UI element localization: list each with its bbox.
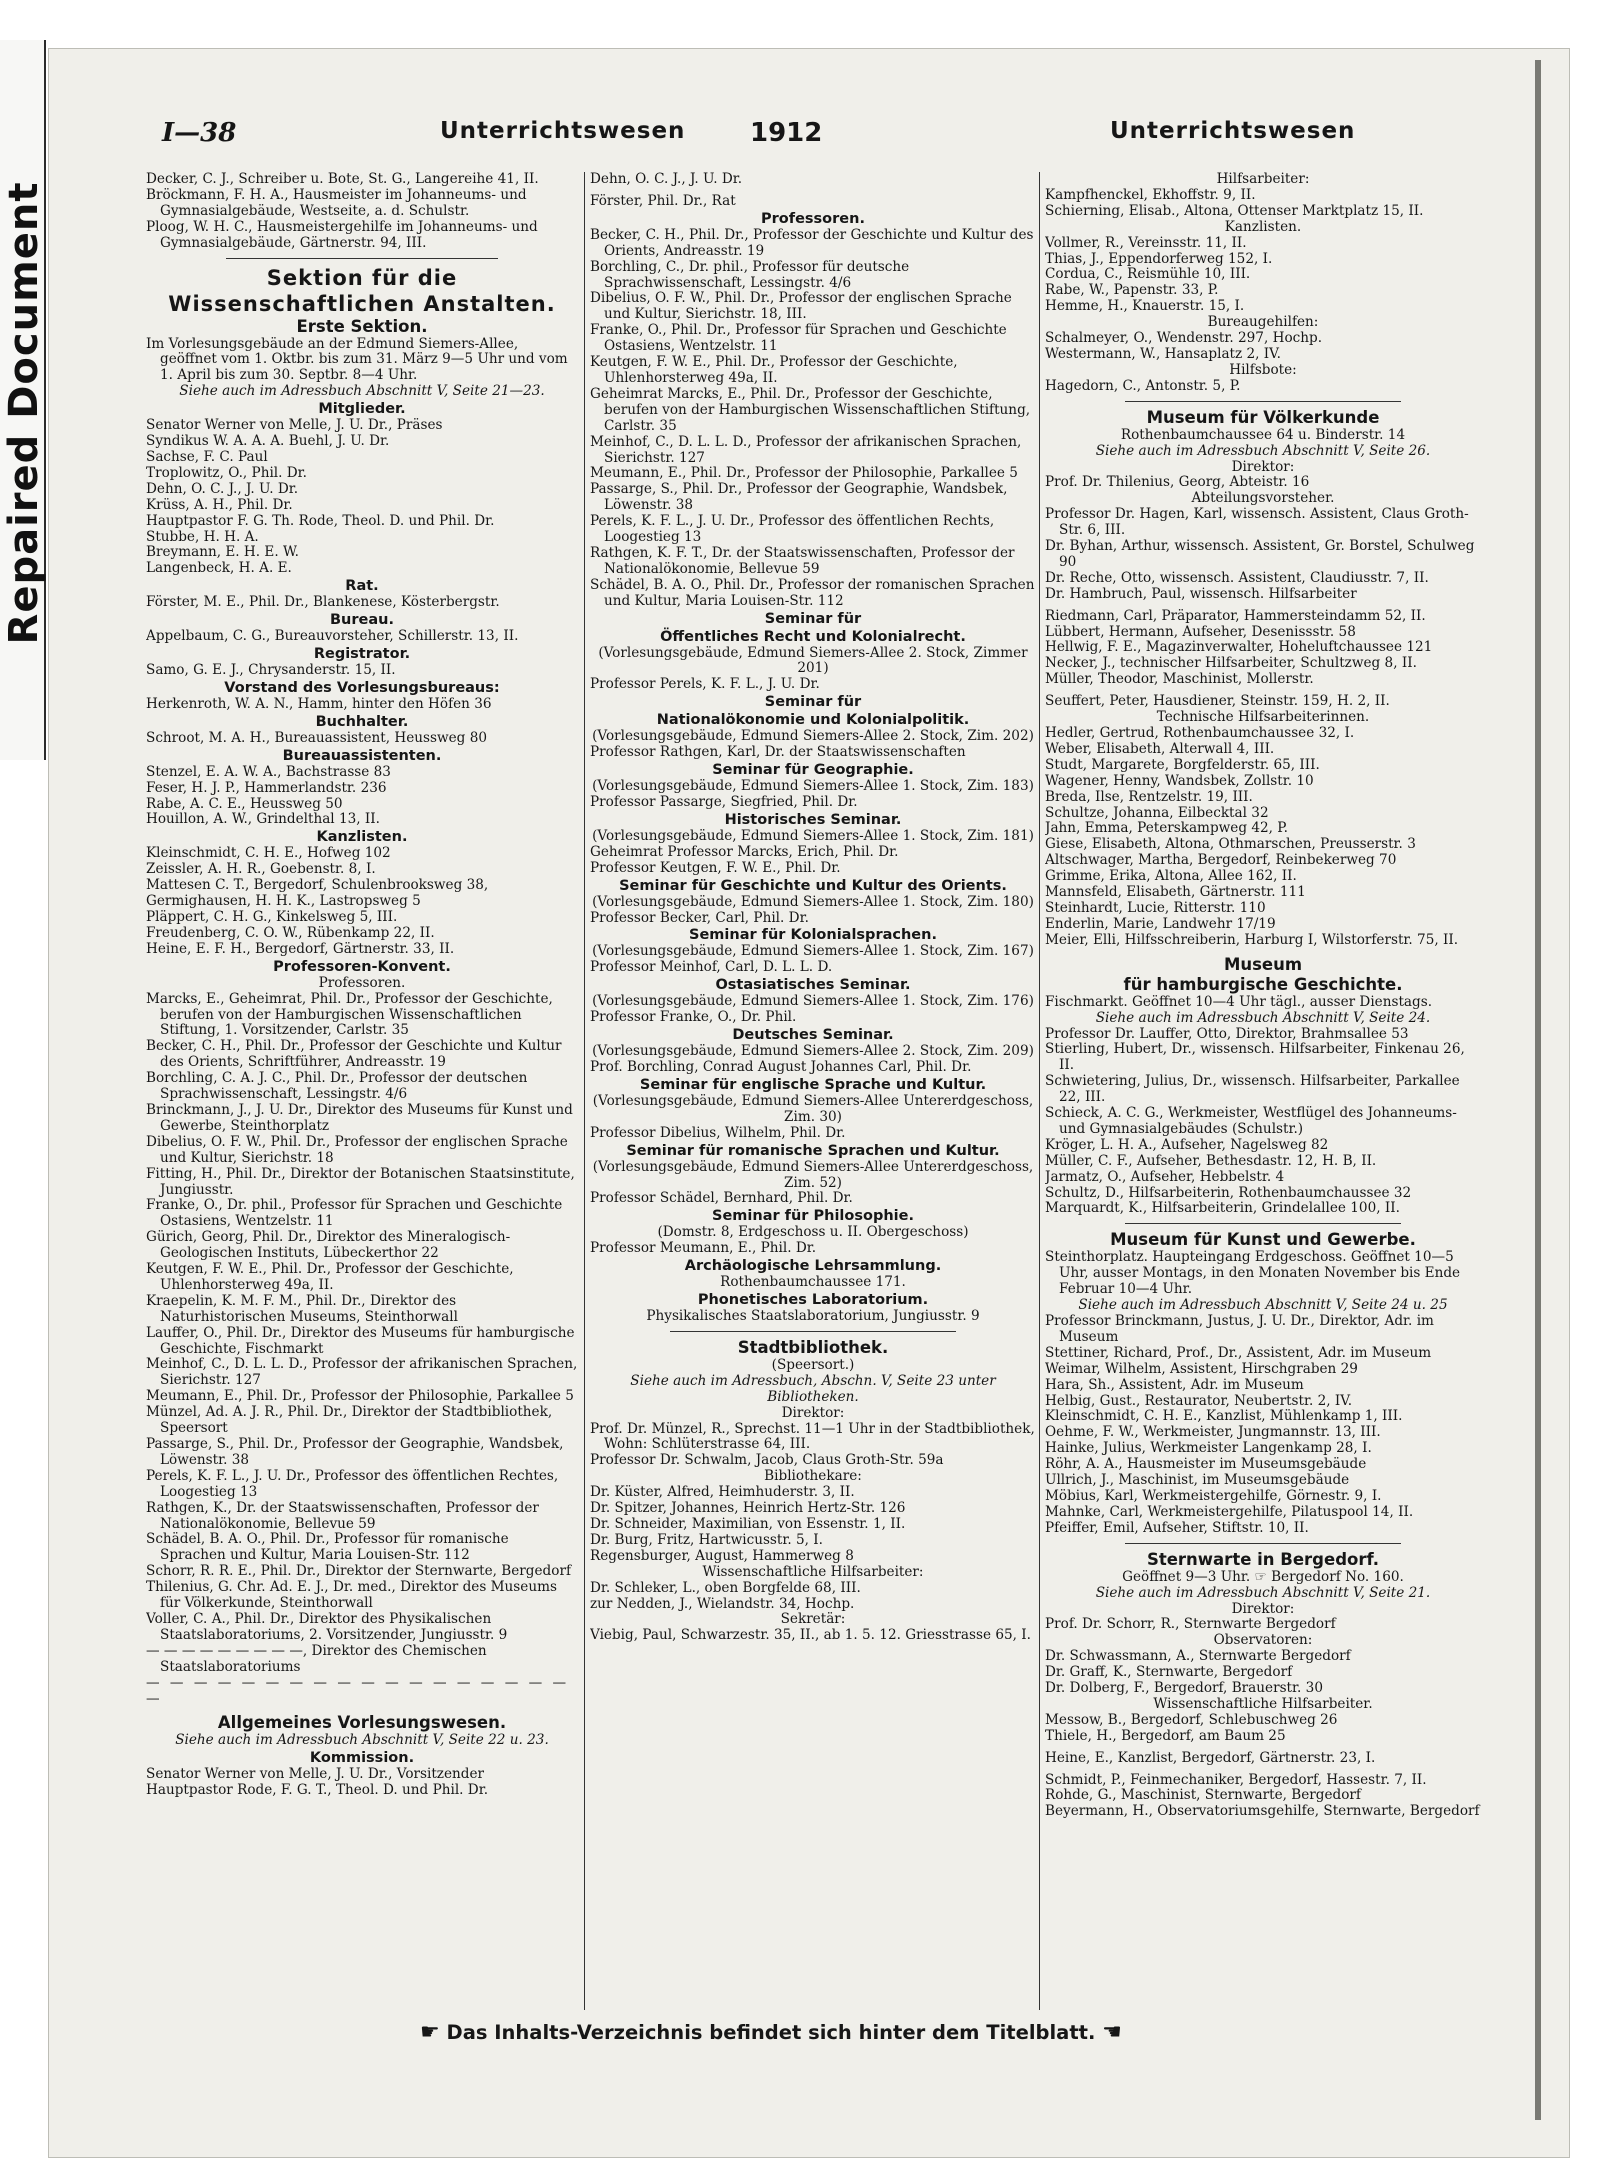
entry-line: Kleinschmidt, C. H. E., Kanzlist, Mühlenkamp 1, III. (1045, 1408, 1403, 1425)
entry-line: Breda, Ilse, Rentzelstr. 19, III. (1045, 788, 1253, 805)
entry-line: Troplowitz, O., Phil. Dr. (146, 464, 308, 481)
entry-line: Rathgen, K., Dr. der Staatswissenschaften, Professor der Nationalökonomie, Bellevue 59 (146, 1499, 539, 1532)
entry-line: Rabe, W., Papenstr. 33, P. (1045, 282, 1219, 299)
entry-line: Dr. Reche, Otto, wissensch. Assistent, Claudiusstr. 7, II. (1045, 569, 1429, 586)
entry-line: Bröckmann, F. H. A., Hausmeister im Johanneums- und Gymnasialgebäude, Westseite, a. d. Schulstr. (146, 186, 527, 219)
entry-line: Seuffert, Peter, Hausdiener, Steinstr. 159, H. 2, II. (1045, 693, 1390, 710)
entry-line: Kröger, L. H. A., Aufseher, Nagelsweg 82 (1045, 1136, 1329, 1153)
entry-line: Mannsfeld, Elisabeth, Gärtnerstr. 111 (1045, 884, 1306, 901)
entry-line: Schorr, R. R. E., Phil. Dr., Direktor der Sternwarte, Bergedorf (146, 1563, 571, 1580)
entry-line: Müller, C. F., Aufseher, Bethesdastr. 12, H. B, II. (1045, 1152, 1377, 1169)
section-rule (1125, 1223, 1401, 1224)
text-column-middle (590, 172, 1036, 2032)
entry-line: Beyermann, H., Observatoriumsgehilfe, Sternwarte, Bergedorf (1045, 1803, 1480, 1820)
footer-note (420, 2020, 1320, 2045)
institution-heading: Allgemeines Vorlesungswesen. (217, 1713, 507, 1733)
subsection-heading: Seminar für Geographie. (712, 762, 914, 779)
institution-heading: für hamburgische Geschichte. (1123, 974, 1403, 994)
section-heading: Sektion für die (266, 265, 458, 290)
entry-line: Perels, K. F. L., J. U. Dr., Professor des öffentlichen Rechtes, Loogestieg 13 (146, 1467, 559, 1500)
entry-line: Passarge, S., Phil. Dr., Professor der Geographie, Wandsbek, Löwenstr. 38 (590, 481, 1008, 514)
entry-line: Herkenroth, W. A. N., Hamm, hinter den Höfen 36 (146, 695, 492, 712)
entry-line: Professor Keutgen, F. W. E., Phil. Dr. (590, 859, 841, 876)
subheading: (Vorlesungsgebäude, Edmund Siemers-Allee 1. Stock, Zim. 181) (592, 827, 1034, 844)
entry-line: Cordua, C., Reismühle 10, III. (1045, 266, 1251, 283)
subsection-heading: Nationalökonomie und Kolonialpolitik. (656, 712, 970, 729)
entry-line: Dr. Schwassmann, A., Sternwarte Bergedorf (1045, 1648, 1351, 1665)
column-divider (1039, 172, 1040, 2010)
subsection-heading: Rat. (345, 578, 379, 595)
entry-line: Stenzel, E. A. W. A., Bachstrasse 83 (146, 763, 391, 780)
subsection-heading: Deutsches Seminar. (732, 1027, 894, 1044)
entry-line: Schultze, Johanna, Eilbecktal 32 (1045, 804, 1269, 821)
subheading: Hilfsbote: (1229, 361, 1297, 378)
reference-note: Siehe auch im Adressbuch Abschnitt V, Seite 22 u. 23. (175, 1732, 549, 1749)
institution-heading: Sternwarte in Bergedorf. (1146, 1549, 1380, 1569)
subsection-heading: Professoren. (761, 210, 865, 227)
entry-line: Meumann, E., Phil. Dr., Professor der Philosophie, Parkallee 5 (590, 465, 1018, 482)
subheading: Direktor: (1231, 1600, 1295, 1617)
entry-line: Germighausen, H. H. K., Lastropsweg 5 (146, 893, 421, 910)
entry-line: Schierning, Elisab., Altona, Ottenser Marktplatz 15, II. (1045, 202, 1424, 219)
subsection-heading: Öffentliches Recht und Kolonialrecht. (660, 628, 966, 645)
entry-line: Stubbe, H. H. A. (146, 528, 259, 545)
entry-line: Geheimrat Marcks, E., Phil. Dr., Professor der Geschichte, berufen von der Hamburgischen Wissenschaftlichen Stiftung, Carlstr. 35 (590, 385, 1031, 434)
entry-line: Prof. Dr. Münzel, R., Sprechst. 11—1 Uhr in der Stadtbibliothek, Wohn: Schlüterstrasse 64, III. (590, 1420, 1035, 1453)
entry-line: Meumann, E., Phil. Dr., Professor der Philosophie, Parkallee 5 (146, 1388, 574, 1405)
entry-line: Förster, M. E., Phil. Dr., Blankenese, Kösterbergstr. (146, 594, 500, 611)
subheading: Professoren. (318, 974, 406, 991)
entry-line: Dr. Dolberg, F., Bergedorf, Brauerstr. 30 (1045, 1680, 1323, 1697)
entry-line: Dr. Spitzer, Johannes, Heinrich Hertz-Str. 126 (590, 1500, 906, 1517)
entry-line: Müller, Theodor, Maschinist, Mollerstr. (1045, 671, 1314, 688)
entry-line: Mahnke, Carl, Werkmeistergehilfe, Pilatuspool 14, II. (1045, 1503, 1414, 1520)
subheading: Bureaugehilfen: (1207, 314, 1319, 331)
entry-line: Senator Werner von Melle, J. U. Dr., Vorsitzender (146, 1766, 484, 1783)
entry-line: Dr. Byhan, Arthur, wissensch. Assistent, Gr. Borstel, Schulweg 90 (1045, 538, 1475, 570)
entry-line: Freudenberg, C. O. W., Rübenkamp 22, II. (146, 924, 435, 941)
entry-line: Riedmann, Carl, Präparator, Hammersteindamm 52, II. (1045, 607, 1426, 624)
entry-line: Brinckmann, J., J. U. Dr., Direktor des Museums für Kunst und Gewerbe, Steinthorplatz (146, 1101, 573, 1134)
section-rule (670, 1331, 956, 1332)
subheading: Observatoren: (1213, 1632, 1313, 1649)
entry-line: Thilenius, G. Chr. Ad. E. J., Dr. med., Direktor des Museums für Völkerkunde, Steinthorwall (146, 1579, 557, 1612)
entry-line: Professor Passarge, Siegfried, Phil. Dr. (590, 794, 858, 810)
year: 1912 (750, 118, 823, 148)
entry-line: Franke, O., Dr. phil., Professor für Sprachen und Geschichte Ostasiens, Wentzelstr. 11 (146, 1197, 563, 1230)
entry-line: Meinhof, C., D. L. L. D., Professor der afrikanischen Sprachen, Sierichstr. 127 (590, 433, 1022, 466)
entry-line: Schädel, B. A. O., Phil. Dr., Professor der romanischen Sprachen und Kultur, Maria Louisen-Str. 112 (590, 576, 1035, 609)
side-label-text: Repaired Document (1, 181, 47, 645)
entry-line: Grimme, Erika, Altona, Allee 162, II. (1045, 868, 1297, 885)
entry-line: Schultz, D., Hilfsarbeiterin, Rothenbaumchaussee 32 (1045, 1184, 1412, 1201)
entry-line: Schroot, M. A. H., Bureauassistent, Heussweg 80 (146, 729, 487, 746)
subsection-heading: Seminar für Kolonialsprachen. (689, 927, 937, 944)
subsection-heading: Buchhalter. (315, 713, 409, 730)
entry-line: Dr. Burg, Fritz, Hartwicusstr. 5, I. (590, 1531, 823, 1548)
entry-line: Professor Schädel, Bernhard, Phil. Dr. (590, 1190, 853, 1207)
entry-line: Dr. Graff, K., Sternwarte, Bergedorf (1045, 1664, 1293, 1681)
entry-line: Professor Franke, O., Dr. Phil. (590, 1009, 797, 1026)
entry-line: Meinhof, C., D. L. L. D., Professor der afrikanischen Sprachen, Sierichstr. 127 (146, 1356, 578, 1389)
entry-line: Thias, J., Eppendorferweg 152, I. (1045, 250, 1273, 267)
entry-line: Heine, E. F. H., Bergedorf, Gärtnerstr. 33, II. (146, 940, 455, 957)
entry-line: Decker, C. J., Schreiber u. Bote, St. G., Langereihe 41, II. (146, 172, 539, 187)
entry-line: Heine, E., Kanzlist, Bergedorf, Gärtnerstr. 23, I. (1045, 1749, 1376, 1766)
entry-line: Schieck, A. C. G., Werkmeister, Westflügel des Johanneums- und Gymnasialgebäudes (Schulstr.) (1045, 1105, 1457, 1137)
entry-line: Stettiner, Richard, Prof., Dr., Assistent, Adr. im Museum (1045, 1344, 1432, 1361)
entry-line: Professor Perels, K. F. L., J. U. Dr. (590, 676, 820, 693)
subheading: Geöffnet 9—3 Uhr. ☞ Bergedorf No. 160. (1122, 1568, 1404, 1585)
entry-line: Schädel, B. A. O., Phil. Dr., Professor für romanische Sprachen und Kultur, Maria Louisen-Str. 112 (146, 1531, 509, 1564)
entry-line: Giese, Elisabeth, Altona, Othmarschen, Preusserstr. 3 (1045, 836, 1416, 853)
institution-heading: Museum für Völkerkunde (1146, 407, 1380, 427)
entry-line: Rohde, G., Maschinist, Sternwarte, Bergedorf (1045, 1787, 1361, 1804)
entry-line: Hellwig, F. E., Magazinverwalter, Hoheluftchaussee 121 (1045, 639, 1433, 656)
page-number: I—38 (162, 118, 237, 148)
entry-line: Pläppert, C. H. G., Kinkelsweg 5, III. (146, 909, 398, 925)
entry-line: Möbius, Karl, Werkmeistergehilfe, Görnestr. 9, I. (1045, 1487, 1382, 1504)
entry-line: Meier, Elli, Hilfsschreiberin, Harburg I, Wilstorferstr. 75, II. (1045, 931, 1459, 948)
entry-line: Dibelius, O. F. W., Phil. Dr., Professor der englischen Sprache und Kultur, Sierichstr. 18 (146, 1133, 568, 1166)
entry-line: Hagedorn, C., Antonstr. 5, P. (1045, 377, 1241, 394)
entry-line: Keutgen, F. W. E., Phil. Dr., Professor der Geschichte, Uhlenhorsterweg 49a, II. (146, 1261, 514, 1293)
subsection-heading: Kommission. (309, 1750, 415, 1767)
column-divider (584, 172, 585, 2010)
entry-line: Hedler, Gertrud, Rothenbaumchaussee 32, I. (1045, 725, 1355, 741)
entry-line: Steinthorplatz. Haupteingang Erdgeschoss. Geöffnet 10—5 Uhr, ausser Montags, in den Monaten November bis Ende Februar 10—4 Uhr. (1045, 1249, 1461, 1298)
subheading: (Vorlesungsgebäude, Edmund Siemers-Allee 1. Stock, Zim. 180) (592, 893, 1034, 910)
entry-line: Rathgen, K. F. T., Dr. der Staatswissenschaften, Professor der Nationalökonomie, Bellevue 59 (590, 544, 1015, 577)
entry-line: Schmidt, P., Feinmechaniker, Bergedorf, Hassestr. 7, II. (1045, 1771, 1427, 1788)
entry-line: Münzel, Ad. A. J. R., Phil. Dr., Direktor der Stadtbibliothek, Speersort (146, 1404, 553, 1437)
entry-line: Gürich, Georg, Phil. Dr., Direktor des Mineralogisch-Geologischen Instituts, Lübeckerthor 22 (146, 1229, 511, 1262)
entry-line: Schwietering, Julius, Dr., wissensch. Hilfsarbeiter, Parkallee 22, III. (1045, 1073, 1460, 1106)
entry-line: Weber, Elisabeth, Alterwall 4, III. (1045, 740, 1275, 757)
entry-line: zur Nedden, J., Wielandstr. 34, Hochp. (590, 1595, 855, 1612)
subheading: Bibliothekare: (764, 1468, 862, 1485)
subheading: Physikalisches Staatslaboratorium, Jungiusstr. 9 (646, 1308, 980, 1325)
entry-line: Studt, Margarete, Borgfelderstr. 65, III. (1045, 756, 1320, 773)
entry-line: Syndikus W. A. A. A. Buehl, J. U. Dr. (146, 433, 390, 450)
entry-line: Mattesen C. T., Bergedorf, Schulenbrooksweg 38, (146, 877, 489, 894)
entry-line: Borchling, C., Dr. phil., Professor für deutsche Sprachwissenschaft, Lessingstr. 4/6 (590, 258, 910, 291)
entry-line: Feser, H. J. P., Hammerlandstr. 236 (146, 779, 387, 796)
entry-line: Hauptpastor Rode, F. G. T., Theol. D. und Phil. Dr. (146, 1782, 489, 1799)
subheading: Technische Hilfsarbeiterinnen. (1156, 709, 1370, 726)
subheading: Hilfsarbeiter: (1216, 172, 1310, 187)
entry-line: Borchling, C. A. J. C., Phil. Dr., Professor der deutschen Sprachwissenschaft, Lessingstr. 4/6 (146, 1070, 528, 1103)
subsection-heading: Seminar für Geschichte und Kultur des Orients. (619, 877, 1007, 894)
subsection-heading: Seminar für englische Sprache und Kultur. (639, 1076, 987, 1093)
entry-line: Altschwager, Martha, Bergedorf, Reinbekerweg 70 (1045, 852, 1397, 869)
entry-line: Hemme, H., Knauerstr. 15, I. (1045, 298, 1245, 315)
reference-note: Siehe auch im Adressbuch Abschnitt V, Seite 21. (1095, 1584, 1431, 1601)
dash-line: — — — — — — — — — — — — — — — — — — — (146, 1674, 570, 1707)
entry-line: Professor Brinckmann, Justus, J. U. Dr., Direktor, Adr. im Museum (1045, 1313, 1434, 1345)
entry-line: Messow, B., Bergedorf, Schlebuschweg 26 (1045, 1711, 1338, 1728)
subsection-heading: Bureau. (330, 612, 394, 629)
entry-line: Breymann, E. H. E. W. (146, 544, 299, 561)
entry-line: Professor Dibelius, Wilhelm, Phil. Dr. (590, 1124, 846, 1141)
entry-line: Dr. Schleker, L., oben Borgfelde 68, III. (590, 1579, 861, 1596)
subheading: Rothenbaumchaussee 64 u. Binderstr. 14 (1120, 426, 1406, 443)
subheading: (Vorlesungsgebäude, Edmund Siemers-Allee 1. Stock, Zim. 176) (592, 993, 1034, 1010)
entry-line: Prof. Dr. Thilenius, Georg, Abteistr. 16 (1045, 474, 1310, 491)
entry-line: Steinhardt, Lucie, Ritterstr. 110 (1045, 899, 1266, 916)
entry-line: Viebig, Paul, Schwarzestr. 35, II., ab 1. 5. 12. Griesstrasse 65, I. (590, 1627, 1031, 1644)
entry-line: Dibelius, O. F. W., Phil. Dr., Professor der englischen Sprache und Kultur, Sierichstr. 18, III. (590, 290, 1012, 323)
entry-line: Professor Dr. Lauffer, Otto, Direktor, Brahmsallee 53 (1045, 1025, 1409, 1042)
entry-line: Helbig, Gust., Restaurator, Neubertstr. 2, IV. (1045, 1392, 1353, 1409)
subheading: Kanzlisten. (1224, 218, 1302, 235)
subsection-heading: Vorstand des Vorlesungsbureaus: (224, 679, 500, 696)
entry-line: Prof. Dr. Schorr, R., Sternwarte Bergedorf (1045, 1616, 1336, 1633)
entry-line: Marcks, E., Geheimrat, Phil. Dr., Professor der Geschichte, berufen von der Hamburgischen Wissenschaftlichen Stiftung, 1. Vorsitzender, Carlstr. 35 (146, 990, 553, 1039)
subheading: Rothenbaumchaussee 171. (720, 1274, 906, 1291)
entry-line: Houillon, A. W., Grindelthal 13, II. (146, 811, 380, 828)
entry-line: Förster, Phil. Dr., Rat (590, 192, 736, 209)
entry-line: Marquardt, K., Hilfsarbeiterin, Grindelallee 100, II. (1045, 1200, 1400, 1217)
subsection-heading: Archäologische Lehrsammlung. (684, 1258, 942, 1275)
entry-line: — — — — — — — — —, Direktor des Chemischen Staatslaboratoriums (146, 1642, 487, 1675)
entry-line: Rabe, A. C. E., Heussweg 50 (146, 795, 343, 812)
subsection-heading: Historisches Seminar. (724, 811, 902, 828)
entry-line: Professor Dr. Schwalm, Jacob, Claus Groth-Str. 59a (590, 1452, 944, 1469)
subsection-heading: Professoren-Konvent. (273, 958, 451, 975)
entry-line: Franke, O., Phil. Dr., Professor für Sprachen und Geschichte Ostasiens, Wentzelstr. 11 (590, 322, 1007, 355)
entry-line: Keutgen, F. W. E., Phil. Dr., Professor der Geschichte, Uhlenhorsterweg 49a, II. (590, 354, 958, 386)
subsection-heading: Seminar für Philosophie. (712, 1208, 914, 1225)
subheading: (Vorlesungsgebäude, Edmund Siemers-Allee Untererdgeschoss, Zim. 30) (592, 1092, 1034, 1125)
entry-line: Röhr, A. A., Hausmeister im Museumsgebäude (1045, 1456, 1367, 1473)
subsection-heading: Seminar für (764, 610, 862, 627)
entry-line: Voller, C. A., Phil. Dr., Direktor des Physikalischen Staatslaboratoriums, 2. Vorsitzender, Jungiusstr. 9 (146, 1610, 508, 1643)
entry-line: Langenbeck, H. A. E. (146, 560, 292, 577)
institution-heading: Museum (1223, 954, 1303, 974)
page-header (110, 118, 1495, 154)
section-rule (1125, 401, 1401, 402)
entry-line: Professor Becker, Carl, Phil. Dr. (590, 909, 809, 926)
section-rule (226, 258, 498, 259)
subheading: (Speersort.) (771, 1356, 855, 1373)
entry-line: Appelbaum, C. G., Bureauvorsteher, Schillerstr. 13, II. (146, 628, 519, 645)
entry-line: Dr. Hambruch, Paul, wissensch. Hilfsarbeiter (1045, 585, 1357, 602)
reference-note: Siehe auch im Adressbuch Abschnitt V, Seite 24 u. 25 (1078, 1297, 1448, 1314)
section-rule (1125, 1543, 1401, 1544)
subheading: (Vorlesungsgebäude, Edmund Siemers-Allee 1. Stock, Zim. 167) (592, 943, 1034, 960)
entry-line: Professor Dr. Hagen, Karl, wissensch. Assistent, Claus Groth-Str. 6, III. (1045, 506, 1469, 539)
subsection-heading: Registrator. (313, 646, 411, 663)
subheading: (Vorlesungsgebäude, Edmund Siemers-Allee Untererdgeschoss, Zim. 52) (592, 1158, 1034, 1191)
reference-note: Siehe auch im Adressbuch Abschnitt V, Seite 24. (1095, 1009, 1431, 1026)
subheading: Direktor: (1231, 458, 1295, 475)
reference-note: Siehe auch im Adressbuch, Abschn. V, Seite 23 unter Bibliotheken. (630, 1372, 996, 1405)
entry-line: Prof. Borchling, Conrad August Johannes Carl, Phil. Dr. (590, 1058, 972, 1075)
entry-line: Thiele, H., Bergedorf, am Baum 25 (1045, 1727, 1286, 1744)
entry-line: Ullrich, J., Maschinist, im Museumsgebäude (1045, 1472, 1350, 1489)
page-edge-shadow (1535, 60, 1541, 2120)
subheading: (Domstr. 8, Erdgeschoss u. II. Obergeschoss) (657, 1224, 969, 1241)
entry-line: Senator Werner von Melle, J. U. Dr., Präses (146, 417, 443, 434)
entry-line: Dr. Schneider, Maximilian, von Essenstr. 1, II. (590, 1516, 906, 1532)
subsection-heading: Bureauassistenten. (282, 747, 442, 764)
entry-line: Ploog, W. H. C., Hausmeistergehilfe im Johanneums- und Gymnasialgebäude, Gärtnerstr. 94, III. (146, 218, 538, 251)
entry-line: Krüss, A. H., Phil. Dr. (146, 496, 293, 513)
entry-line: Vollmer, R., Vereinsstr. 11, II. (1045, 234, 1247, 251)
entry-line: Kraepelin, K. M. F. M., Phil. Dr., Direktor des Naturhistorischen Museums, Steinthorwall (146, 1292, 458, 1325)
text-column-right (1045, 172, 1481, 2032)
footer-text: Das Inhalts-Verzeichnis befindet sich hinter dem Titelblatt. (446, 2021, 1096, 2044)
entry-line: Weimar, Wilhelm, Assistent, Hirschgraben 29 (1045, 1360, 1358, 1377)
entry-line: Kleinschmidt, C. H. E., Hofweg 102 (146, 845, 391, 862)
entry-line: Hainke, Julius, Werkmeister Langenkamp 28, I. (1045, 1440, 1372, 1457)
entry-line: Hauptpastor F. G. Th. Rode, Theol. D. und Phil. Dr. (146, 512, 495, 529)
entry-line: Stierling, Hubert, Dr., wissensch. Hilfsarbeiter, Finkenau 26, II. (1045, 1041, 1465, 1074)
running-title-left: Unterrichtswesen (440, 118, 686, 144)
entry-line: Samo, G. E. J., Chrysanderstr. 15, II. (146, 662, 396, 679)
pointing-hand-icon: ☛ (420, 2020, 440, 2045)
subsection-heading: Kanzlisten. (316, 829, 408, 846)
entry-line: Dr. Küster, Alfred, Heimhuderstr. 3, II. (590, 1484, 855, 1501)
entry-line: Im Vorlesungsgebäude an der Edmund Siemers-Allee, geöffnet vom 1. Oktbr. bis zum 31. März 9—5 Uhr und vom 1. April bis zum 30. Septbr. 8—4 Uhr. (146, 335, 568, 384)
text-column-left (146, 172, 578, 2032)
entry-line: Professor Meinhof, Carl, D. L. L. D. (590, 959, 833, 976)
subsection-heading: Seminar für (764, 694, 862, 711)
entry-line: Jarmatz, O., Aufseher, Hebbelstr. 4 (1045, 1168, 1285, 1185)
institution-heading: Erste Sektion. (296, 316, 428, 336)
entry-line: Becker, C. H., Phil. Dr., Professor der Geschichte und Kultur des Orients, Andreasstr. 19 (590, 226, 1034, 259)
running-title-right: Unterrichtswesen (1110, 118, 1356, 144)
entry-line: Zeissler, A. H. R., Goebenstr. 8, I. (146, 861, 376, 878)
subheading: (Vorlesungsgebäude, Edmund Siemers-Allee 2. Stock, Zimmer 201) (598, 644, 1028, 677)
entry-line: Becker, C. H., Phil. Dr., Professor der Geschichte und Kultur des Orients, Schriftführer, Andreasstr. 19 (146, 1038, 562, 1071)
entry-line: Dehn, O. C. J., J. U. Dr. (146, 480, 299, 497)
subsection-heading: Phonetisches Laboratorium. (697, 1292, 929, 1309)
subheading: Sekretär: (780, 1611, 846, 1628)
subsection-heading: Ostasiatisches Seminar. (715, 977, 911, 994)
subheading: Direktor: (781, 1404, 845, 1421)
section-heading: Wissenschaftlichen Anstalten. (168, 291, 556, 316)
repaired-document-label (0, 40, 46, 760)
entry-line: Hara, Sh., Assistent, Adr. im Museum (1045, 1376, 1304, 1393)
subsection-heading: Mitglieder. (318, 401, 406, 418)
entry-line: Passarge, S., Phil. Dr., Professor der Geographie, Wandsbek, Löwenstr. 38 (146, 1436, 564, 1468)
entry-line: Regensburger, August, Hammerweg 8 (590, 1547, 854, 1564)
reference-note: Siehe auch im Adressbuch Abschnitt V, Seite 26. (1095, 442, 1431, 459)
entry-line: Kampfhenckel, Ekhoffstr. 9, II. (1045, 186, 1256, 203)
entry-line: Dehn, O. C. J., J. U. Dr. (590, 172, 743, 187)
entry-line: Professor Rathgen, Karl, Dr. der Staatswissenschaften (590, 744, 966, 761)
entry-line: Jahn, Emma, Peterskampweg 42, P. (1045, 820, 1289, 837)
subheading: Wissenschaftliche Hilfsarbeiter. (1153, 1695, 1373, 1712)
entry-line: Professor Meumann, E., Phil. Dr. (590, 1240, 817, 1257)
entry-line: Schalmeyer, O., Wendenstr. 297, Hochp. (1045, 330, 1323, 347)
entry-line: Fischmarkt. Geöffnet 10—4 Uhr tägl., ausser Dienstags. (1045, 993, 1433, 1010)
entry-line: Fitting, H., Phil. Dr., Direktor der Botanischen Staatsinstitute, Jungiusstr. (146, 1165, 575, 1198)
entry-line: Westermann, W., Hansaplatz 2, IV. (1045, 345, 1281, 362)
institution-heading: Museum für Kunst und Gewerbe. (1110, 1230, 1416, 1250)
subheading: (Vorlesungsgebäude, Edmund Siemers-Allee 1. Stock, Zim. 183) (592, 778, 1034, 795)
subheading: Wissenschaftliche Hilfsarbeiter: (702, 1563, 924, 1580)
entry-line: Pfeiffer, Emil, Aufseher, Stiftstr. 10, II. (1045, 1519, 1309, 1536)
subheading: (Vorlesungsgebäude, Edmund Siemers-Allee 2. Stock, Zim. 202) (592, 728, 1034, 745)
institution-heading: Stadtbibliothek. (737, 1337, 889, 1357)
entry-line: Lauffer, O., Phil. Dr., Direktor des Museums für hamburgische Geschichte, Fischmarkt (146, 1324, 575, 1357)
entry-line: Sachse, F. C. Paul (146, 448, 268, 465)
entry-line: Lübbert, Hermann, Aufseher, Desenissstr. 58 (1045, 623, 1356, 640)
entry-line: Perels, K. F. L., J. U. Dr., Professor des öffentlichen Rechts, Loogestieg 13 (590, 513, 995, 546)
subheading: (Vorlesungsgebäude, Edmund Siemers-Allee 2. Stock, Zim. 209) (592, 1043, 1034, 1060)
entry-line: Necker, J., technischer Hilfsarbeiter, Schultzweg 8, II. (1045, 655, 1417, 672)
reference-note: Siehe auch im Adressbuch Abschnitt V, Seite 21—23. (179, 383, 545, 400)
entry-line: Geheimrat Professor Marcks, Erich, Phil. Dr. (590, 843, 899, 860)
entry-line: Enderlin, Marie, Landwehr 17/19 (1045, 915, 1276, 932)
subsection-heading: Seminar für romanische Sprachen und Kultur. (626, 1142, 1000, 1159)
entry-line: Oehme, F. W., Werkmeister, Jungmannstr. 13, III. (1045, 1424, 1381, 1441)
subheading: Abteilungsvorsteher. (1191, 490, 1335, 507)
entry-line: Wagener, Henny, Wandsbek, Zollstr. 10 (1045, 772, 1314, 789)
pointing-hand-icon: ☚ (1102, 2020, 1122, 2045)
